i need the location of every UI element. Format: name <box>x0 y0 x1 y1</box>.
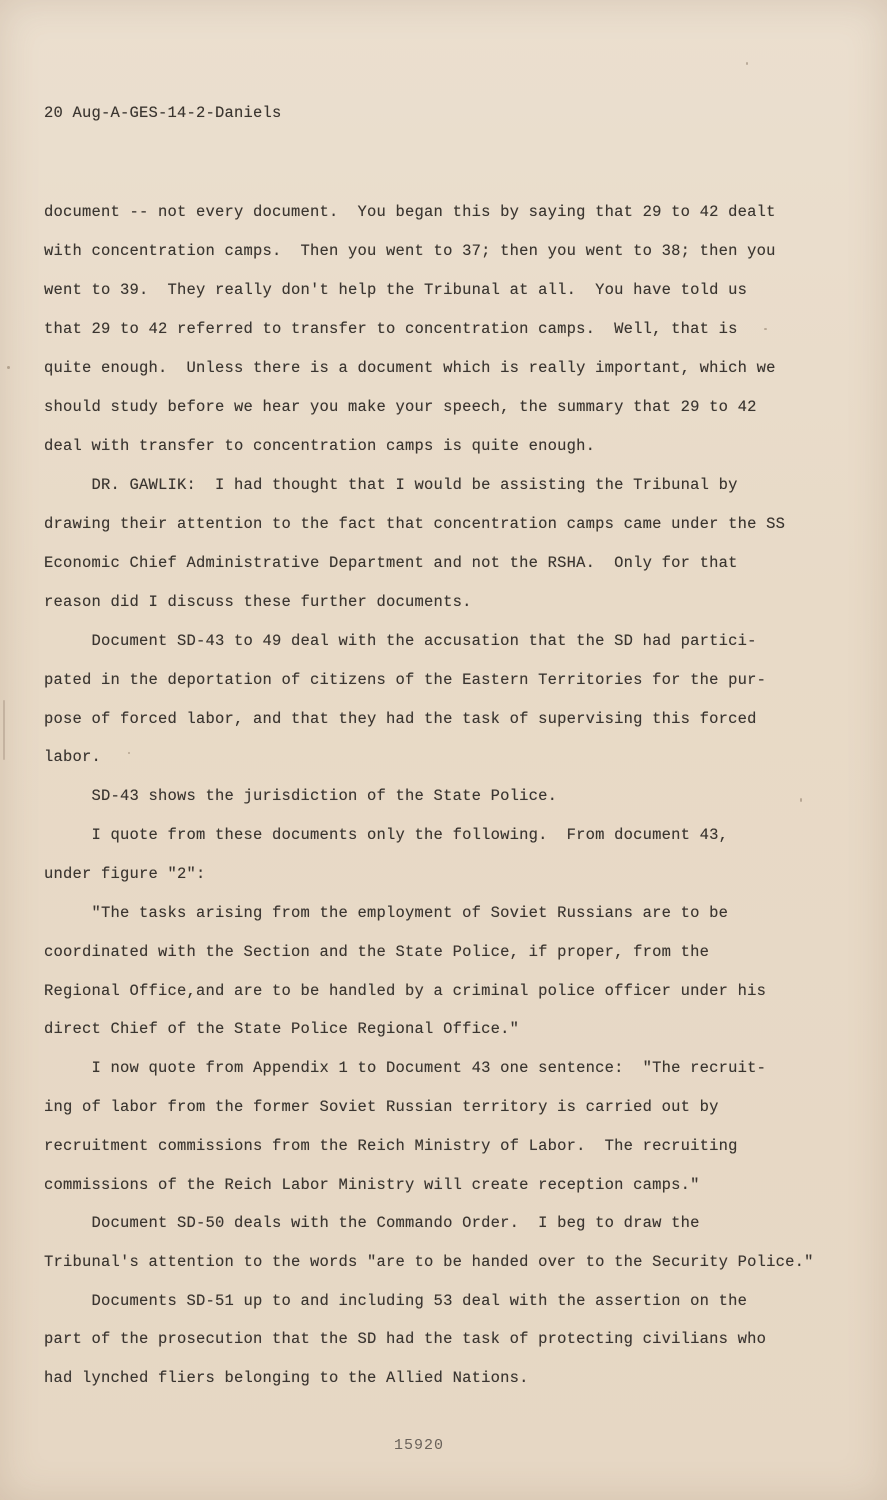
paper-speck <box>764 328 767 330</box>
paper-speck <box>3 700 5 760</box>
body-line: DR. GAWLIK: I had thought that I would be assisting the Tribunal by <box>44 476 738 494</box>
body-line: coordinated with the Section and the State Police, if proper, from the <box>44 943 710 961</box>
body-line: went to 39. They really don't help the Tribunal at all. You have told us <box>44 281 748 299</box>
body-line: ing of labor from the former Soviet Russian territory is carried out by <box>44 1098 719 1116</box>
body-line: with concentration camps. Then you went to 37; then you went to 38; then you <box>44 242 776 260</box>
body-line: Regional Office,and are to be handled by a criminal police officer under his <box>44 982 767 1000</box>
body-line: Document SD-50 deals with the Commando Order. I beg to draw the <box>44 1214 700 1232</box>
body-line: Tribunal's attention to the words "are to be handed over to the Security Police." <box>44 1253 814 1271</box>
body-line: pated in the deportation of citizens of the Eastern Territories for the pur- <box>44 671 767 689</box>
body-line: I quote from these documents only the following. From document 43, <box>44 826 729 844</box>
page-number: 15920 <box>394 1437 445 1454</box>
body-line: direct Chief of the State Police Regional Office." <box>44 1020 520 1038</box>
body-line: under figure "2": <box>44 865 206 883</box>
body-line: commissions of the Reich Labor Ministry will create reception camps." <box>44 1176 700 1194</box>
body-line: deal with transfer to concentration camps is quite enough. <box>44 437 596 455</box>
paper-speck <box>128 752 130 754</box>
document-reference-header: 20 Aug-A-GES-14-2-Daniels <box>44 104 282 122</box>
body-line: part of the prosecution that the SD had the task of protecting civilians who <box>44 1330 767 1348</box>
body-line: drawing their attention to the fact that concentration camps came under the SS <box>44 515 786 533</box>
body-line: document -- not every document. You began this by saying that 29 to 42 dealt <box>44 203 776 221</box>
body-line: SD-43 shows the jurisdiction of the State Police. <box>44 787 558 805</box>
body-line: pose of forced labor, and that they had the task of supervising this forced <box>44 710 757 728</box>
paper-speck <box>800 798 802 802</box>
paper-speck <box>746 62 748 65</box>
body-line: I now quote from Appendix 1 to Document 43 one sentence: "The recruit- <box>44 1059 767 1077</box>
body-line: Document SD-43 to 49 deal with the accusation that the SD had partici- <box>44 632 757 650</box>
body-line: had lynched fliers belonging to the Allied Nations. <box>44 1369 529 1387</box>
body-line: quite enough. Unless there is a document which is really important, which we <box>44 359 776 377</box>
body-line: reason did I discuss these further documents. <box>44 593 472 611</box>
body-line: recruitment commissions from the Reich Ministry of Labor. The recruiting <box>44 1137 738 1155</box>
body-line: labor. <box>44 748 102 766</box>
paper-speck <box>7 366 10 369</box>
body-line: Economic Chief Administrative Department and not the RSHA. Only for that <box>44 554 738 572</box>
body-line: Documents SD-51 up to and including 53 deal with the assertion on the <box>44 1292 748 1310</box>
body-line: that 29 to 42 referred to transfer to concentration camps. Well, that is <box>44 320 738 338</box>
body-line: should study before we hear you make your speech, the summary that 29 to 42 <box>44 398 757 416</box>
body-line: "The tasks arising from the employment of Soviet Russians are to be <box>44 904 729 922</box>
